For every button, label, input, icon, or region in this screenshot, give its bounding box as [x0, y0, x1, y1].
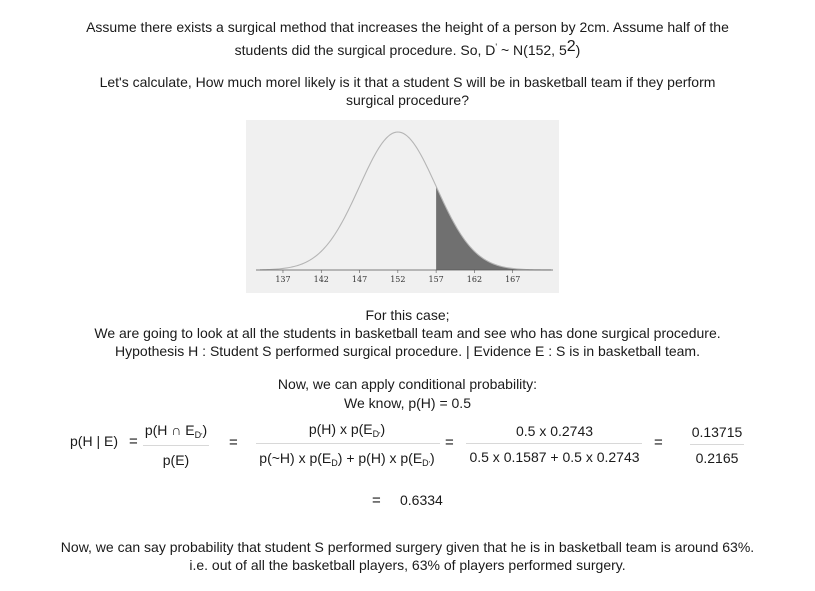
equals-2: = [229, 434, 238, 451]
f2-num-b: ) [380, 421, 386, 437]
conclusion-line-2: i.e. out of all the basketball players, 63% of players performed surgery. [189, 557, 626, 573]
equals-1: = [129, 433, 138, 450]
intro-prefix: students did the surgical procedure. So, D [234, 42, 496, 58]
intro-exponent: 2 [566, 38, 576, 55]
x-tick-label-1: 142 [313, 275, 329, 284]
intro-dist: ~ N(152, 5 [497, 42, 567, 58]
x-tick-label-6: 167 [505, 275, 521, 284]
fraction-1-bar [143, 445, 209, 446]
question-line-2: surgical procedure? [346, 92, 469, 108]
fraction-1-numerator [135, 422, 217, 440]
fraction-2-bar [256, 443, 440, 444]
equals-4: = [654, 434, 663, 451]
f2-den-c: ) [430, 450, 435, 466]
fraction-4-numerator: 0.13715 [691, 424, 743, 440]
f2-den-sup2: ' [428, 461, 431, 468]
f2-den-b: ) + p(H) x p(E [337, 450, 423, 466]
f2-den-a: p(~H) x p(E [259, 450, 332, 466]
x-ticks [275, 270, 520, 284]
equals-3: = [445, 434, 454, 451]
f2-den-sub2: D [422, 458, 429, 468]
case-line-1: For this case; [365, 307, 450, 323]
f1-num-sup: ' [201, 433, 203, 440]
normal-distribution-chart [246, 120, 559, 293]
fraction-4-denominator: 0.2165 [695, 450, 739, 466]
f1-num-b: ) [202, 422, 208, 438]
question-line-1: Let's calculate, How much morel likely is it that a student S will be in basketball team if they perform [99, 74, 716, 90]
shaded-tail-area [436, 186, 551, 270]
intro-line-1: Assume there exists a surgical method that increases the height of a person by 2cm. Assume half of the [86, 19, 729, 35]
f2-den-sub1: D [331, 458, 338, 468]
bell-curve [260, 132, 551, 270]
f2-num-sup: ' [379, 432, 381, 439]
conclusion-line-1: Now, we can say probability that student S performed surgery given that he is in basketball team is around 63%. [60, 539, 755, 555]
f2-num-sub: D [372, 429, 380, 439]
f1-num-sub: D [194, 430, 202, 440]
chart-svg [246, 120, 559, 293]
f1-num-a: p(H ∩ E [144, 422, 195, 438]
fraction-2-denominator [252, 450, 442, 468]
intro-close: ) [575, 42, 581, 58]
apply-line-2: We know, p(H) = 0.5 [344, 395, 471, 411]
f2-num-a: p(H) x p(E [308, 421, 373, 437]
fraction-1-denominator: p(E) [162, 452, 190, 468]
formula-lhs: p(H | E) [70, 433, 118, 449]
x-tick-label-0: 137 [275, 275, 291, 284]
intro-line-2 [0, 38, 815, 59]
case-line-3: Hypothesis H : Student S performed surgical procedure. | Evidence E : S is in basketball team. [115, 343, 700, 359]
apply-line-1: Now, we can apply conditional probability: [277, 376, 538, 392]
case-line-2: We are going to look at all the students in basketball team and see who has done surgical procedure. [94, 325, 721, 341]
x-tick-label-3: 152 [390, 275, 406, 284]
x-tick-label-2: 147 [351, 275, 368, 284]
fraction-3-denominator: 0.5 x 0.1587 + 0.5 x 0.2743 [469, 449, 640, 465]
fraction-3-numerator: 0.5 x 0.2743 [515, 423, 594, 439]
equals-result: = [372, 492, 381, 509]
intro-prime: ' [495, 42, 498, 52]
fraction-3-bar [466, 443, 642, 444]
x-tick-label-4: 157 [428, 275, 444, 284]
fraction-4-bar [690, 444, 744, 445]
fraction-2-numerator [252, 421, 442, 439]
result-value: 0.6334 [400, 492, 443, 508]
x-tick-label-5: 162 [466, 275, 483, 284]
